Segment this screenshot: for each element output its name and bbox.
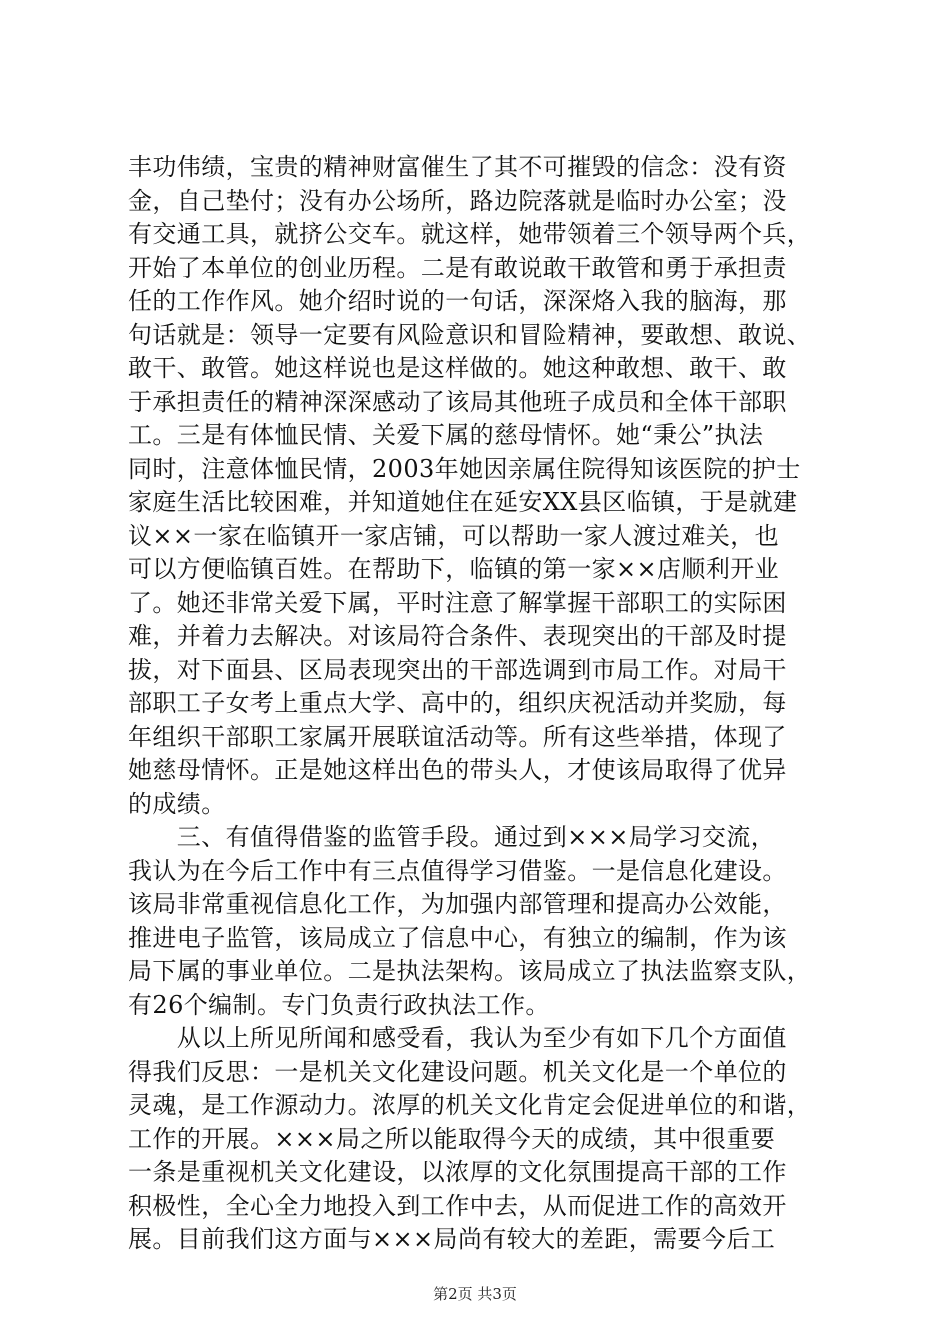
- text-line: 工作的开展。×××局之所以能取得今天的成绩，其中很重要: [128, 1124, 776, 1153]
- text-line: 一条是重视机关文化建设，以浓厚的文化氛围提高干部的工作: [128, 1158, 787, 1186]
- text-line: 积极性，全心全力地投入到工作中去，从而促进工作的高效开: [128, 1191, 787, 1220]
- text-line: 的成绩。: [128, 789, 226, 818]
- page-footer: 第2页 共3页: [433, 1285, 517, 1303]
- text-line: 从以上所见所闻和感受看，我认为至少有如下几个方面值: [128, 1024, 787, 1052]
- text-line: 我认为在今后工作中有三点值得学习借鉴。一是信息化建设。: [128, 856, 787, 885]
- text-line: 了。她还非常关爱下属，平时注意了解掌握干部职工的实际困: [128, 588, 787, 617]
- text-line: 句话就是：领导一定要有风险意识和冒险精神，要敢想、敢说、: [128, 320, 812, 349]
- text-line: 该局非常重视信息化工作，为加强内部管理和提高办公效能，: [128, 890, 787, 918]
- text-line: 丰功伟绩，宝贵的精神财富催生了其不可摧毁的信念：没有资: [128, 153, 787, 181]
- text-line: 难，并着力去解决。对该局符合条件、表现突出的干部及时提: [128, 622, 787, 650]
- text-line: 局下属的事业单位。二是执法架构。该局成立了执法监察支队，: [128, 957, 812, 985]
- text-line: 家庭生活比较困难，并知道她住在延安XX县区临镇，于是就建: [128, 488, 798, 516]
- text-line: 工。三是有体恤民情、关爱下属的慈母情怀。她“秉公”执法: [128, 421, 764, 449]
- text-line: 任的工作作风。她介绍时说的一句话，深深烙入我的脑海，那: [128, 287, 787, 315]
- text-line: 可以方便临镇百姓。在帮助下，临镇的第一家××店顺利开业: [128, 555, 780, 583]
- text-line: 金，自己垫付；没有办公场所，路边院落就是临时办公室；没: [128, 186, 787, 215]
- text-line: 有交通工具，就挤公交车。就这样，她带领着三个领导两个兵，: [128, 220, 812, 248]
- text-line: 议××一家在临镇开一家店铺，可以帮助一家人渡过难关，也: [128, 521, 780, 550]
- text-line: 拔，对下面县、区局表现突出的干部选调到市局工作。对局干: [128, 655, 787, 684]
- text-line: 于承担责任的精神深深感动了该局其他班子成员和全体干部职: [128, 387, 787, 416]
- document-body: [128, 151, 828, 1257]
- text-line: 部职工子女考上重点大学、高中的，组织庆祝活动并奖励，每: [128, 689, 787, 717]
- text-line: 推进电子监管，该局成立了信息中心，有独立的编制，作为该: [128, 923, 787, 952]
- text-line: 她慈母情怀。正是她这样出色的带头人，才使该局取得了优异: [128, 756, 787, 784]
- text-line: 展。目前我们这方面与×××局尚有较大的差距，需要今后工: [128, 1225, 776, 1253]
- text-line: 开始了本单位的创业历程。二是有敢说敢干敢管和勇于承担责: [128, 253, 787, 282]
- text-line: 三、有值得借鉴的监管手段。通过到×××局学习交流，: [128, 823, 776, 851]
- text-line: 同时，注意体恤民情，2003年她因亲属住院得知该医院的护士: [128, 454, 801, 483]
- text-line: 得我们反思：一是机关文化建设问题。机关文化是一个单位的: [128, 1057, 787, 1086]
- text-line: 敢干、敢管。她这样说也是这样做的。她这种敢想、敢干、敢: [128, 354, 787, 382]
- text-line: 灵魂，是工作源动力。浓厚的机关文化肯定会促进单位的和谐，: [128, 1091, 812, 1119]
- text-line: 有26个编制。专门负责行政执法工作。: [128, 990, 550, 1019]
- text-line: 年组织干部职工家属开展联谊活动等。所有这些举措，体现了: [128, 722, 787, 751]
